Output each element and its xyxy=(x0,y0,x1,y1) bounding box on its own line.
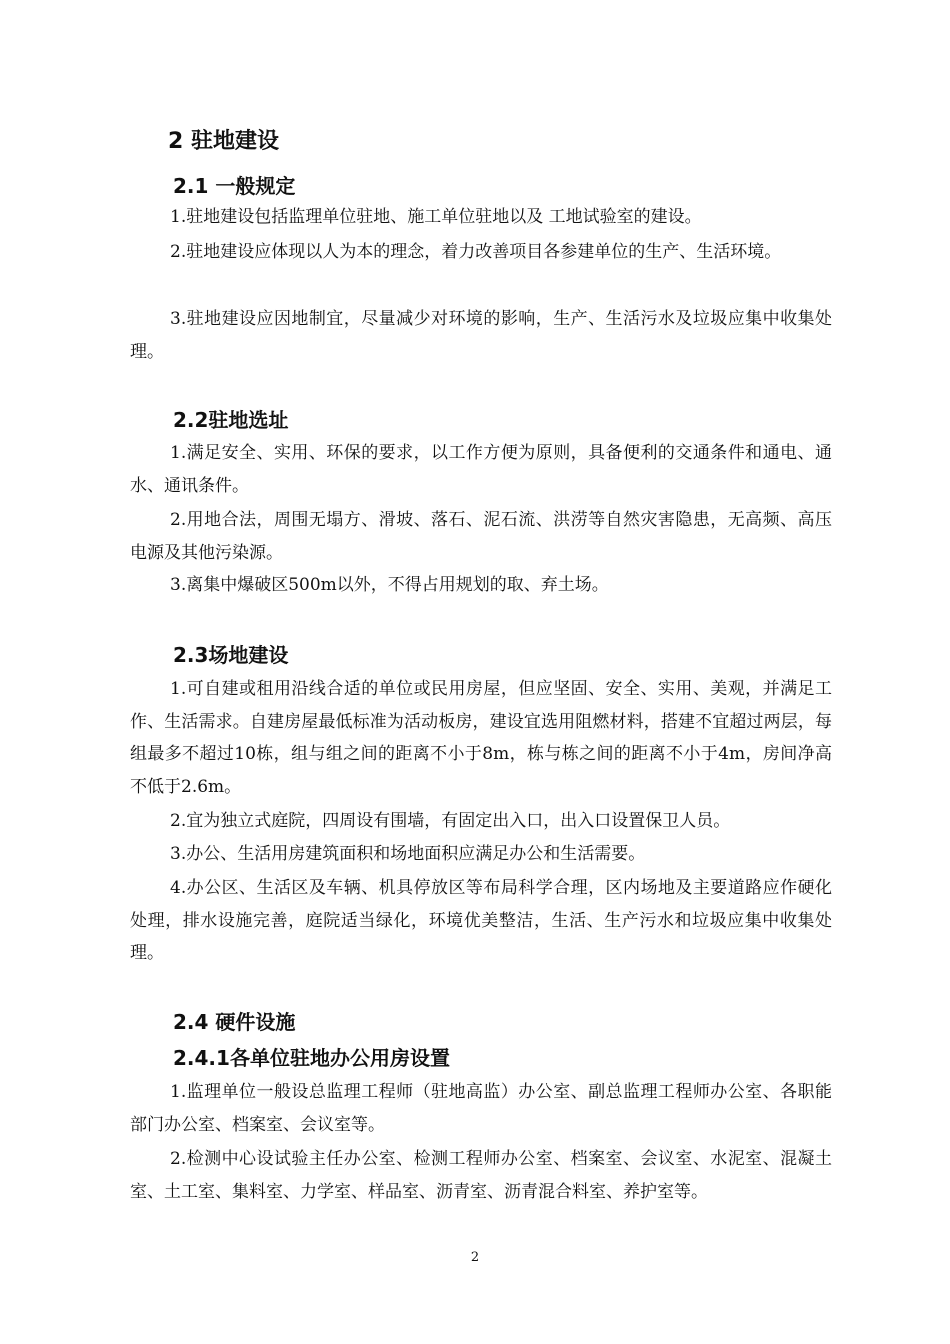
paragraph: 3.驻地建设应因地制宜，尽量减少对环境的影响，生产、生活污水及垃圾应集中收集处理。 xyxy=(130,309,832,362)
page-number: 2 xyxy=(470,1250,480,1265)
section-title-2-3: 2.3场地建设 xyxy=(173,643,289,667)
paragraph: 3.离集中爆破区500m以外，不得占用规划的取、弃土场。 xyxy=(170,575,609,595)
paragraph: 2.驻地建设应体现以人为本的理念，着力改善项目各参建单位的生产、生活环境。 xyxy=(170,242,782,262)
section-title-2-4: 2.4 硬件设施 xyxy=(173,1010,296,1034)
paragraph: 3.办公、生活用房建筑面积和场地面积应满足办公和生活需要。 xyxy=(170,844,646,864)
chapter-heading: 2 驻地建设 xyxy=(168,129,279,154)
paragraph: 2.检测中心设试验主任办公室、检测工程师办公室、档案室、会议室、水泥室、混凝土室、土工室、集料室、力学室、样品室、沥青室、沥青混合料室、养护室等。 xyxy=(130,1149,832,1202)
section-title-2-2: 2.2驻地选址 xyxy=(173,408,289,432)
paragraph: 1.监理单位一般设总监理工程师（驻地高监）办公室、副总监理工程师办公室、各职能部门办公室、档案室、会议室等。 xyxy=(130,1082,832,1135)
section-title-2-1: 2.1 一般规定 xyxy=(173,174,296,198)
paragraph: 1.可自建或租用沿线合适的单位或民用房屋，但应坚固、安全、实用、美观，并满足工作、生活需求。自建房屋最低标准为活动板房，建设宜选用阻燃材料，搭建不宜超过两层，每组最多不超过10栋，组与组之间的距离不小于8m，栋与栋之间的距离不小于4m，房间净高不低于2.6m。 xyxy=(130,679,832,797)
paragraph: 2.用地合法，周围无塌方、滑坡、落石、泥石流、洪涝等自然灾害隐患，无高频、高压电源及其他污染源。 xyxy=(130,510,832,563)
paragraph: 4.办公区、生活区及车辆、机具停放区等布局科学合理，区内场地及主要道路应作硬化处理，排水设施完善，庭院适当绿化，环境优美整洁，生活、生产污水和垃圾应集中收集处理。 xyxy=(130,878,832,963)
subsection-title-2-4-1: 2.4.1各单位驻地办公用房设置 xyxy=(173,1046,450,1070)
paragraph: 1.满足安全、实用、环保的要求，以工作方便为原则，具备便利的交通条件和通电、通水、通讯条件。 xyxy=(130,443,832,496)
paragraph: 2.宜为独立式庭院，四周设有围墙，有固定出入口，出入口设置保卫人员。 xyxy=(170,811,731,831)
paragraph: 1.驻地建设包括监理单位驻地、施工单位驻地以及 工地试验室的建设。 xyxy=(170,207,702,227)
